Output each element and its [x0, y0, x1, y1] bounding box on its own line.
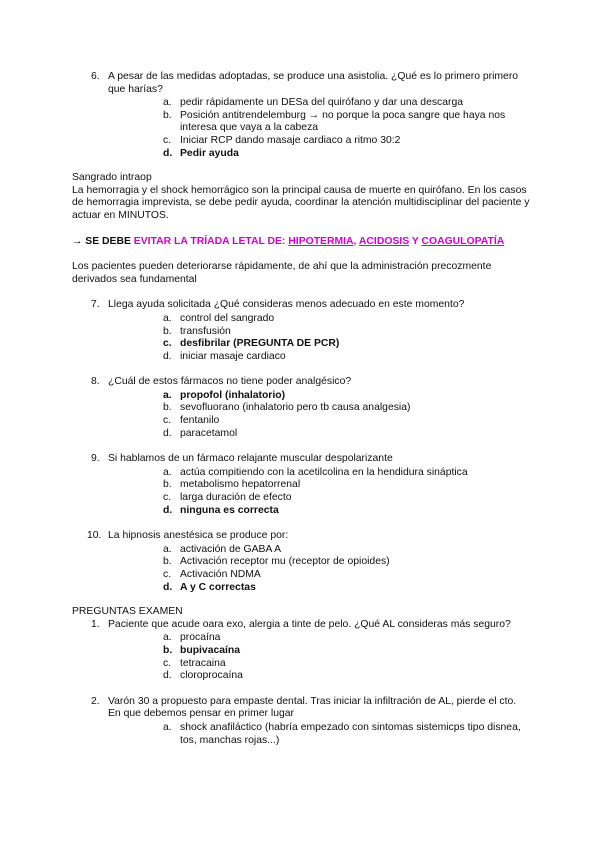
option-text: sevofluorano (inhalatorio pero tb causa analgesia) — [180, 402, 411, 414]
question-10 — [72, 530, 530, 594]
bleeding-heading: Sangrado intraop — [72, 172, 152, 184]
question-number: 8. — [91, 376, 100, 388]
option-d-correct — [163, 582, 530, 595]
question-number: 9. — [91, 453, 100, 465]
options-list — [108, 97, 530, 160]
option-letter: d. — [163, 504, 173, 516]
option-text: Activación receptor mu (receptor de opioides) — [180, 556, 390, 568]
option-letter: c. — [163, 134, 172, 146]
question-text: Llega ayuda solicitada ¿Qué consideras menos adecuado en este momento? — [108, 299, 465, 311]
triad-lead: EVITAR LA TRÍADA LETAL DE: — [133, 235, 289, 247]
options-list — [108, 313, 530, 363]
question-text: Paciente que acude oara exo, alergia a tinte de pelo. ¿Qué AL consideras más seguro? — [108, 618, 511, 630]
option-a — [163, 544, 530, 557]
option-a — [163, 722, 530, 747]
option-text: propofol (inhalatorio) — [180, 389, 286, 401]
option-text: paracetamol — [180, 427, 238, 439]
option-letter: b. — [163, 325, 172, 337]
option-a — [163, 467, 530, 480]
option-letter: a. — [163, 632, 172, 644]
option-a — [163, 313, 530, 326]
option-text: A y C correctas — [180, 581, 256, 593]
option-c — [163, 135, 530, 148]
option-letter: c. — [163, 338, 172, 350]
option-letter: a. — [163, 97, 172, 109]
option-c — [163, 492, 530, 505]
option-letter: b. — [163, 644, 173, 656]
option-b — [163, 326, 530, 339]
option-letter: a. — [163, 312, 172, 324]
option-text: control del sangrado — [180, 312, 275, 324]
option-b — [163, 402, 530, 415]
option-text: Pedir ayuda — [180, 147, 239, 159]
option-b — [163, 110, 530, 135]
option-letter: a. — [163, 389, 172, 401]
option-letter: d. — [163, 147, 173, 159]
triad-separator: , — [353, 235, 359, 247]
option-text: shock anafiláctico (habría empezado con sintomas sistemicps tipo disnea, tos, manchas rojas...) — [180, 721, 521, 746]
triad-coagulopathy: COAGULOPATÍA — [421, 235, 505, 247]
option-letter: b. — [163, 479, 172, 491]
exam-question-2 — [72, 696, 530, 747]
triad-acidosis: ACIDOSIS — [358, 235, 410, 247]
document-page — [72, 71, 530, 747]
option-letter: c. — [163, 415, 172, 427]
option-text: procaína — [180, 632, 221, 644]
exam-question-1 — [72, 619, 530, 683]
option-text: ninguna es correcta — [180, 504, 279, 516]
option-letter: c. — [163, 569, 172, 580]
options-list — [108, 722, 530, 747]
option-letter: c. — [163, 492, 172, 504]
option-letter: d. — [163, 350, 172, 362]
option-d-correct — [163, 148, 530, 161]
options-list — [108, 632, 530, 682]
option-c-correct — [163, 338, 530, 351]
option-letter: a. — [163, 721, 172, 733]
question-text: ¿Cuál de estos fármacos no tiene poder analgésico? — [108, 376, 352, 388]
question-text: Varón 30 a propuesto para empaste dental. Tras iniciar la infiltración de AL, pierde el cto. En que debemos pensar en primer lugar — [108, 695, 517, 720]
option-a — [163, 632, 530, 645]
option-letter: b. — [163, 109, 172, 121]
option-a-correct — [163, 390, 530, 403]
option-text: Iniciar RCP dando masaje cardiaco a ritmo 30:2 — [180, 134, 401, 146]
option-a — [163, 97, 530, 110]
question-text: La hipnosis anestésica se produce por: — [108, 530, 289, 542]
options-list — [108, 467, 530, 517]
question-8 — [72, 376, 530, 440]
question-9 — [72, 453, 530, 517]
option-letter: a. — [163, 466, 172, 478]
option-c — [163, 658, 530, 671]
option-c — [163, 415, 530, 428]
option-text: bupivacaína — [180, 644, 241, 656]
option-text: Posición antitrendelemburg → no porque la poca sangre que haya nos interesa que vaya a la cabeza — [180, 109, 506, 134]
option-d — [163, 351, 530, 364]
question-7 — [72, 299, 530, 363]
lethal-triad-note — [72, 236, 530, 249]
deterioration-paragraph: Los pacientes pueden deteriorarse rápidamente, de ahí que la administración precozmente derivados sea fundamental — [72, 261, 492, 285]
option-letter: d. — [163, 581, 173, 593]
option-b — [163, 556, 530, 569]
option-b — [163, 479, 530, 492]
question-number: 10. — [87, 530, 102, 542]
option-letter: c. — [163, 657, 172, 669]
option-letter: b. — [163, 402, 172, 414]
question-number: 7. — [91, 299, 100, 311]
option-text: tetracaina — [180, 657, 226, 669]
option-c — [163, 569, 530, 582]
triad-prefix: → SE DEBE — [72, 235, 134, 247]
option-d — [163, 670, 530, 683]
option-letter: d. — [163, 427, 172, 439]
option-text: cloroprocaína — [180, 670, 243, 682]
option-d — [163, 428, 530, 441]
option-text: metabolismo hepatorrenal — [180, 479, 301, 491]
option-letter: d. — [163, 670, 172, 682]
option-letter: b. — [163, 556, 172, 568]
option-text: Activación NDMA — [180, 569, 261, 580]
option-text: fentanilo — [180, 415, 220, 427]
question-number: 6. — [91, 71, 100, 82]
option-text: transfusión — [180, 325, 231, 337]
question-6 — [72, 71, 530, 160]
option-text: activación de GABA A — [180, 543, 282, 555]
option-letter: a. — [163, 543, 172, 555]
question-text: A pesar de las medidas adoptadas, se produce una asistolia. ¿Qué es lo primero primero que harías? — [108, 71, 519, 95]
option-text: pedir rápidamente un DESa del quirófano y dar una descarga — [180, 97, 464, 109]
option-text: desfibrilar (PREGUNTA DE PCR) — [180, 338, 340, 350]
option-b-correct — [163, 645, 530, 658]
option-text: actúa compitiendo con la acetilcolina en la hendidura sináptica — [180, 466, 468, 478]
question-text: Si hablamos de un fármaco relajante muscular despolarizante — [108, 453, 393, 465]
bleeding-paragraph: La hemorragia y el shock hemorrágico son la principal causa de muerte en quirófano. En los casos de hemorragia imprevista, se debe pedir ayuda, coordinar la atención multidisciplinar del paciente y actuar en MINUTOS. — [72, 184, 530, 221]
triad-separator: Y — [409, 235, 422, 247]
question-number: 2. — [91, 695, 100, 707]
options-list — [108, 390, 530, 440]
option-d-correct — [163, 505, 530, 518]
exam-heading: PREGUNTAS EXAMEN — [72, 606, 183, 618]
option-text: iniciar masaje cardiaco — [180, 350, 286, 362]
options-list — [108, 544, 530, 594]
question-number: 1. — [91, 618, 100, 630]
option-text: larga duración de efecto — [180, 492, 292, 504]
triad-hypothermia: HIPOTERMIA — [288, 235, 354, 247]
